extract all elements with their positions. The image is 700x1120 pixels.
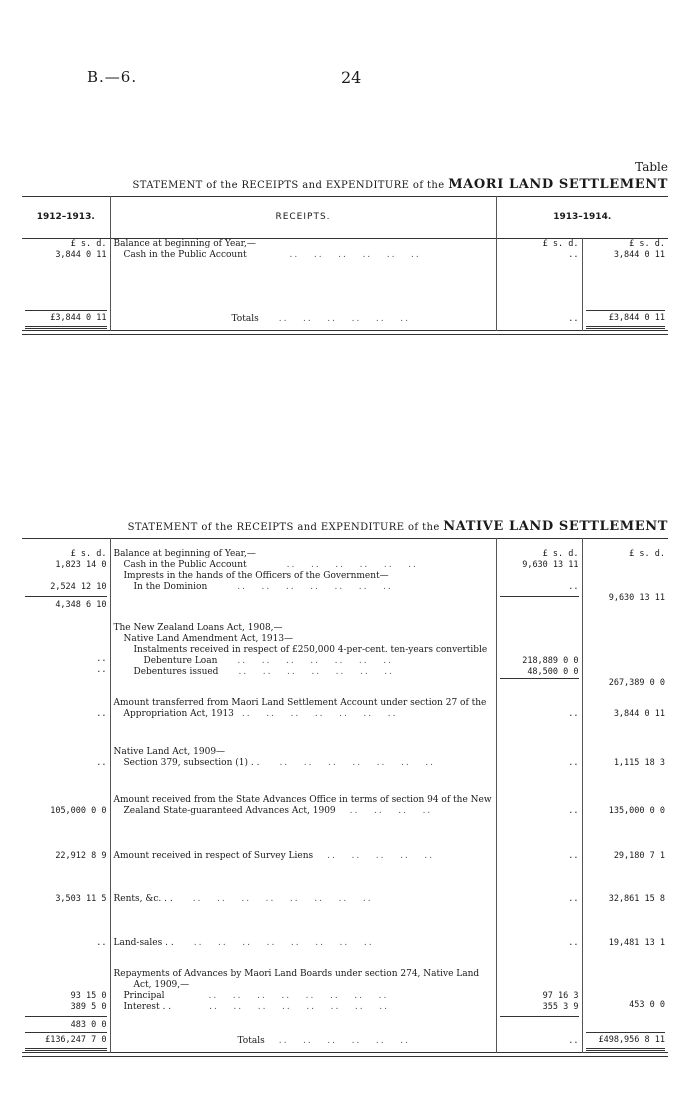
r5-line-a: Amount received from the State Advances Office in terms of section 94 of the New (113, 794, 492, 805)
t1-right-amount: 3,844 0 11 (613, 250, 665, 260)
r2-right-total: 267,389 0 0 (608, 677, 665, 688)
t1-total-label: Totals (231, 313, 259, 324)
r4-line-b-text: Section 379, subsection (1) . . (123, 757, 260, 768)
r1-line-a: Balance at beginning of Year,— (113, 549, 256, 559)
t1-line2: Cash in the Public Account .. .. .. .. .. .. (123, 250, 421, 260)
units: £ s. d. (70, 549, 107, 559)
r4-line-b: Section 379, subsection (1) . . .. .. .. .. .. .. .. (123, 757, 435, 768)
r3-line-a: Amount transferred from Maori Land Settlement Account under section 27 of the (113, 697, 487, 708)
r9-line-d: Interest . . .. .. .. .. .. .. .. .. (123, 1001, 389, 1012)
r1-right (582, 539, 668, 617)
r2-line-d: Debenture Loan .. .. .. .. .. .. .. (143, 655, 393, 666)
t2-total-label: Totals (237, 1035, 265, 1046)
r4-line-a: Native Land Act, 1909— (113, 746, 226, 757)
r9-line-c-text: Principal (123, 990, 165, 1001)
col-receipts: RECEIPTS. (110, 197, 496, 239)
r1-desc (110, 539, 496, 617)
r7-desc: Rents, &c. . . .. .. .. .. .. .. .. .. (110, 864, 496, 908)
r5-line-b-text: Zealand State-guaranteed Advances Act, 1909 (123, 805, 336, 816)
r6-line-a: Amount received in respect of Survey Liens (113, 850, 314, 861)
r2-right (582, 617, 668, 690)
t1-line1: Balance at beginning of Year,— (113, 239, 256, 249)
r6-desc: Amount received in respect of Survey Liens .. .. .. .. .. (110, 830, 496, 864)
r2-left-2: .. (96, 664, 107, 675)
r8-right: 19,481 13 1 (608, 937, 665, 948)
r4-left: .. (22, 736, 110, 780)
r2-line-e: Debentures issued .. .. .. .. .. .. .. (133, 666, 394, 677)
table2-title (0, 519, 668, 534)
r1-line-d-text: In the Dominion (133, 582, 208, 592)
t1-right-values (582, 239, 668, 309)
r9-line-b: Act, 1909,— (133, 979, 190, 990)
r3-line-b: Appropriation Act, 1913 .. .. .. .. .. .. .. (123, 708, 398, 719)
r6-left: 22,912 8 9 (22, 830, 110, 864)
t1-left-total: £3,844 0 11 (25, 310, 107, 329)
r2-mid (496, 617, 582, 690)
r1-mid-2: .. (568, 582, 579, 592)
r1-line-b-text: Cash in the Public Account (123, 560, 247, 570)
r7-mid: .. (496, 864, 582, 908)
table2-title-bold: NATIVE LAND SETTLEMENT (443, 519, 668, 534)
r8-mid: .. (496, 908, 582, 950)
t1-description (110, 239, 496, 309)
r2-mid-2: 48,500 0 0 (527, 666, 579, 677)
page-number: 24 (341, 68, 362, 87)
t2-right-total: £498,956 8 11 (586, 1032, 666, 1051)
r3-right: 3,844 0 11 (613, 708, 665, 719)
t1-left-total-cell (22, 309, 110, 331)
r3-mid: .. (496, 690, 582, 736)
r2-line-c: Instalments received in respect of £250,000 4-per-cent. ten-years convertible (133, 644, 488, 655)
r9-line-a: Repayments of Advances by Maori Land Boards under section 274, Native Land (113, 968, 480, 979)
r8-line-a: Land-sales . . (113, 937, 174, 948)
t1-total-label-cell: Totals .. .. .. .. .. .. (110, 309, 496, 331)
r9-left-3: 483 0 0 (25, 1016, 107, 1031)
r9-left-1: 93 15 0 (70, 990, 107, 1001)
r7-line-a: Rents, &c. . . (113, 893, 173, 904)
t2-left-total: £136,247 7 0 (25, 1032, 107, 1051)
native-land-settlement-table (22, 538, 668, 1057)
r3-left: .. (22, 690, 110, 736)
r2-left (22, 617, 110, 690)
r4-desc (110, 736, 496, 780)
r9-desc (110, 950, 496, 1031)
t1-line2-text: Cash in the Public Account (123, 250, 247, 260)
t2-right-total-cell (582, 1031, 668, 1053)
r1-line-d: In the Dominion .. .. .. .. .. .. .. (133, 582, 393, 592)
r2-mid-1: 218,889 0 0 (522, 655, 579, 666)
r4-mid: .. (496, 736, 582, 780)
table-caption: Table (635, 160, 668, 174)
r9-left (22, 950, 110, 1031)
units: £ s. d. (629, 549, 665, 559)
r2-line-d-text: Debenture Loan (143, 655, 218, 666)
t1-left-values (22, 239, 110, 309)
r2-line-a: The New Zealand Loans Act, 1908,— (113, 622, 283, 633)
r1-left-2: 2,524 12 10 (50, 582, 107, 592)
units: £ s. d. (542, 239, 579, 249)
t1-mid-amount: .. (568, 250, 579, 260)
col-1912-1913: 1912–1913. (22, 197, 110, 239)
document-reference: B.—6. (87, 68, 138, 86)
t1-mid-values (496, 239, 582, 309)
t2-left-total-cell (22, 1031, 110, 1053)
r1-line-b: Cash in the Public Account .. .. .. .. .. .. (123, 560, 418, 570)
r3-desc (110, 690, 496, 736)
r8-desc: Land-sales . . .. .. .. .. .. .. .. .. (110, 908, 496, 950)
t2-mid-total: .. (496, 1031, 582, 1053)
r9-mid-1: 97 16 3 (542, 990, 579, 1001)
r4-right: 1,115 18 3 (613, 757, 665, 768)
t2-total-label-cell: Totals .. .. .. .. .. .. (110, 1031, 496, 1053)
r9-line-d-text: Interest . . (123, 1001, 172, 1012)
r5-desc (110, 780, 496, 830)
r5-mid: .. (496, 780, 582, 830)
units: £ s. d. (70, 239, 107, 249)
r9-line-c: Principal .. .. .. .. .. .. .. .. (123, 990, 389, 1001)
r8-left: .. (22, 908, 110, 950)
col-1913-1914: 1913–1914. (496, 197, 668, 239)
r9-mid (496, 950, 582, 1031)
r7-right: 32,861 15 8 (608, 893, 665, 904)
r1-line-c: Imprests in the hands of the Officers of the Government— (123, 571, 389, 581)
maori-land-settlement-table (22, 196, 668, 335)
r2-desc (110, 617, 496, 690)
table2-title-prefix: STATEMENT of the RECEIPTS and EXPENDITURE of the (127, 522, 440, 533)
r6-right: 29,180 7 1 (613, 850, 665, 861)
table1-title-bold: MAORI LAND SETTLEMENT (448, 177, 668, 192)
table1-title (0, 177, 668, 192)
t1-left-amount: 3,844 0 11 (55, 250, 107, 260)
r2-line-b: Native Land Amendment Act, 1913— (123, 633, 294, 644)
r5-right: 135,000 0 0 (608, 805, 665, 816)
r6-mid: .. (496, 830, 582, 864)
r2-line-e-text: Debentures issued (133, 666, 219, 677)
r1-left (22, 539, 110, 617)
units: £ s. d. (629, 239, 665, 249)
r1-left-1: 1,823 14 0 (55, 560, 107, 570)
table1-title-prefix: STATEMENT of the RECEIPTS and EXPENDITURE of the (132, 180, 445, 191)
r9-mid-2: 355 3 9 (542, 1001, 579, 1012)
r9-left-2: 389 5 0 (70, 1001, 107, 1012)
r2-left-1: .. (96, 653, 107, 664)
r1-left-3: 4,348 6 10 (25, 596, 107, 611)
t1-right-total: £3,844 0 11 (586, 310, 666, 329)
r9-right: 453 0 0 (629, 999, 665, 1010)
units: £ s. d. (542, 549, 579, 559)
r5-left: 105,000 0 0 (22, 780, 110, 830)
r7-left: 3,503 11 5 (22, 864, 110, 908)
r1-mid-1: 9,630 13 11 (522, 560, 579, 570)
r5-line-b: Zealand State-guaranteed Advances Act, 1909 .. .. .. .. (123, 805, 433, 816)
t1-right-total-cell (582, 309, 668, 331)
r3-line-b-text: Appropriation Act, 1913 (123, 708, 234, 719)
r1-mid (496, 539, 582, 617)
t1-mid-total: .. (496, 309, 582, 331)
r1-right-total: 9,630 13 11 (608, 593, 665, 603)
